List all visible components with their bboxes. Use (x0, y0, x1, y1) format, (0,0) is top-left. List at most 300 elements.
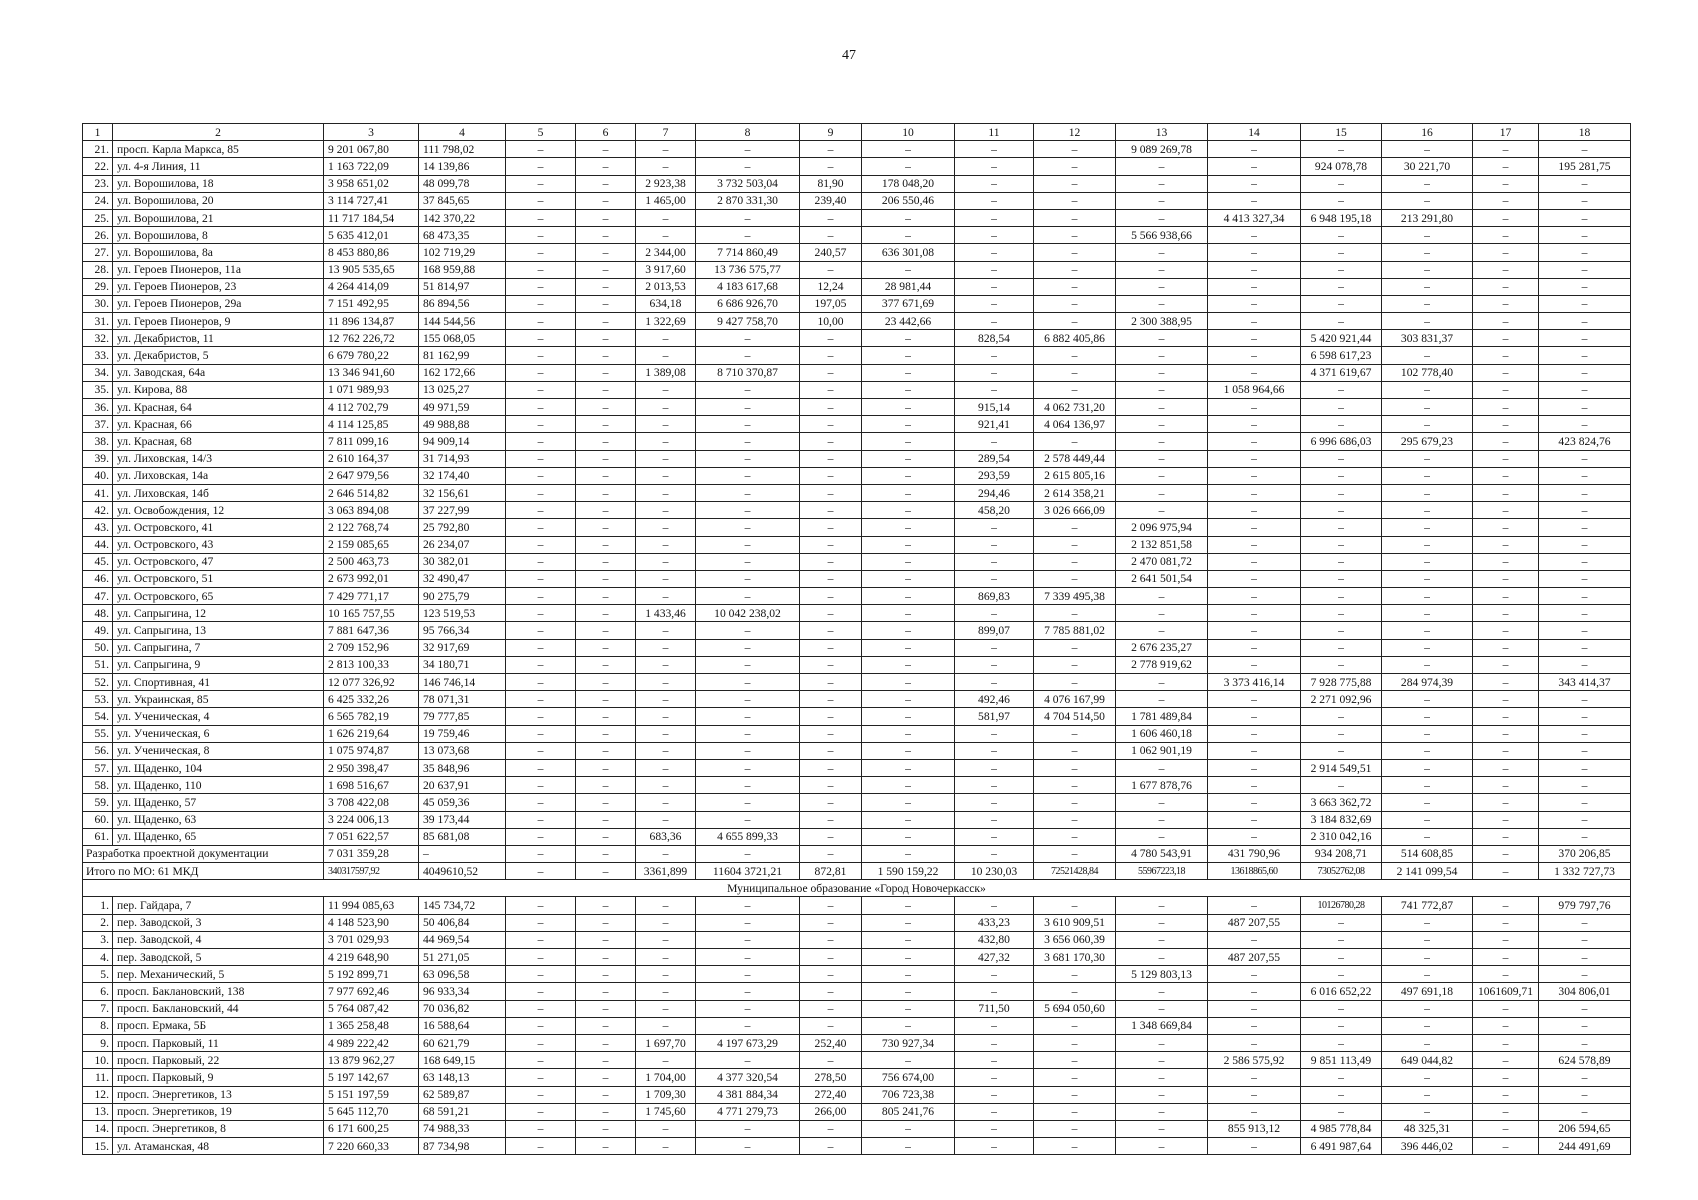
table-cell: – (1034, 244, 1116, 261)
table-cell: – (1116, 158, 1208, 175)
table-cell: – (800, 484, 862, 501)
table-cell: – (576, 605, 636, 622)
table-cell: – (955, 674, 1034, 691)
table-cell: – (1539, 742, 1631, 759)
table-cell: – (1301, 244, 1382, 261)
table-cell: – (1473, 484, 1539, 501)
table-cell: – (506, 845, 576, 862)
table-cell: – (576, 450, 636, 467)
table-cell: – (1301, 141, 1382, 158)
table-cell: – (506, 330, 576, 347)
table-cell: – (636, 794, 696, 811)
table-cell: – (862, 536, 955, 553)
table-cell: 2 950 398,47 (324, 759, 419, 776)
table-cell: – (955, 1069, 1034, 1086)
table-cell: 12 077 326,92 (324, 674, 419, 691)
table-cell: – (1539, 966, 1631, 983)
table-cell: – (1539, 484, 1631, 501)
table-cell: – (636, 347, 696, 364)
table-cell: – (955, 759, 1034, 776)
table-cell: 87 734,98 (419, 1138, 506, 1155)
table-cell: 431 790,96 (1208, 845, 1301, 862)
table-cell: 61. (83, 828, 113, 845)
table-cell: – (636, 1138, 696, 1155)
table-cell: – (696, 949, 800, 966)
table-cell: – (636, 914, 696, 931)
table-cell: – (1473, 502, 1539, 519)
table-cell: – (1116, 330, 1208, 347)
table-row (83, 759, 1631, 776)
table-cell: – (506, 656, 576, 673)
table-cell: – (1382, 708, 1473, 725)
table-cell: 2 923,38 (636, 175, 696, 192)
table-cell: – (1034, 811, 1116, 828)
table-cell: 370 206,85 (1539, 845, 1631, 862)
table-cell: 51. (83, 656, 113, 673)
table-cell: – (1473, 931, 1539, 948)
table-cell: Разработка проектной документации (83, 845, 324, 862)
table-cell: – (696, 450, 800, 467)
table-cell: ул. Щаденко, 63 (113, 811, 324, 828)
table-cell: 9 427 758,70 (696, 313, 800, 330)
table-row (83, 1017, 1631, 1034)
table-cell: – (800, 1120, 862, 1137)
table-cell: – (862, 966, 955, 983)
table-cell: – (1473, 1017, 1539, 1034)
table-cell: – (1539, 639, 1631, 656)
table-cell: – (1473, 536, 1539, 553)
table-cell: 72521428,84 (1034, 863, 1116, 880)
table-cell: 2 615 805,16 (1034, 467, 1116, 484)
table-cell: 683,36 (636, 828, 696, 845)
table-cell: – (1301, 931, 1382, 948)
table-row (83, 1069, 1631, 1086)
table-cell: – (506, 141, 576, 158)
table-cell: – (1382, 450, 1473, 467)
table-row (83, 725, 1631, 742)
table-cell: – (506, 674, 576, 691)
table-cell: – (576, 811, 636, 828)
table-cell: – (1116, 1069, 1208, 1086)
table-row (83, 1052, 1631, 1069)
table-cell: 48 099,78 (419, 175, 506, 192)
table-cell: – (576, 674, 636, 691)
table-cell: 5 (506, 124, 576, 141)
table-cell: – (506, 914, 576, 931)
table-cell: – (636, 502, 696, 519)
table-cell: – (1382, 570, 1473, 587)
table-cell: – (1473, 1138, 1539, 1155)
table-cell: 4 062 731,20 (1034, 399, 1116, 416)
table-cell: – (800, 347, 862, 364)
table-cell: – (955, 794, 1034, 811)
table-cell: – (1208, 1086, 1301, 1103)
table-cell: – (576, 502, 636, 519)
table-cell: – (1301, 1103, 1382, 1120)
table-cell: – (576, 313, 636, 330)
table-cell: – (1301, 742, 1382, 759)
table-cell: 497 691,18 (1382, 983, 1473, 1000)
table-cell: – (862, 1052, 955, 1069)
table-cell: – (1116, 811, 1208, 828)
table-cell: – (1116, 897, 1208, 914)
table-cell: – (1473, 330, 1539, 347)
table-cell: ул. Ученическая, 6 (113, 725, 324, 742)
table-cell: – (1382, 1034, 1473, 1051)
table-cell: – (576, 399, 636, 416)
table-cell: – (506, 983, 576, 1000)
table-cell: ул. Спортивная, 41 (113, 674, 324, 691)
table-cell: – (506, 588, 576, 605)
table-cell: 636 301,08 (862, 244, 955, 261)
table-cell: 96 933,34 (419, 983, 506, 1000)
table-cell: – (576, 1000, 636, 1017)
table-cell: 13618865,60 (1208, 863, 1301, 880)
table-cell: – (1301, 192, 1382, 209)
table-cell: – (696, 467, 800, 484)
table-cell: 13 736 575,77 (696, 261, 800, 278)
table-row (83, 914, 1631, 931)
table-cell: – (506, 192, 576, 209)
table-cell: – (1208, 811, 1301, 828)
table-cell: – (955, 605, 1034, 622)
table-cell: – (1034, 141, 1116, 158)
table-cell: – (696, 674, 800, 691)
table-cell: 3361,899 (636, 863, 696, 880)
table-cell: – (696, 1017, 800, 1034)
table-cell: – (576, 175, 636, 192)
table-cell: 340317597,92 (324, 863, 419, 880)
table-cell: 2 870 331,30 (696, 192, 800, 209)
table-cell: 146 746,14 (419, 674, 506, 691)
table-cell: 60 621,79 (419, 1034, 506, 1051)
table-cell: – (1034, 725, 1116, 742)
table-cell: 6 565 782,19 (324, 708, 419, 725)
table-cell: 377 671,69 (862, 295, 955, 312)
table-cell: – (636, 416, 696, 433)
table-cell: 25. (83, 209, 113, 226)
table-cell: 2 310 042,16 (1301, 828, 1382, 845)
table-cell: 458,20 (955, 502, 1034, 519)
table-cell: – (576, 536, 636, 553)
table-cell: – (955, 639, 1034, 656)
table-cell: 70 036,82 (419, 1000, 506, 1017)
table-cell: 74 988,33 (419, 1120, 506, 1137)
table-cell: 4 704 514,50 (1034, 708, 1116, 725)
table-cell: – (696, 897, 800, 914)
table-cell: 35 848,96 (419, 759, 506, 776)
table-cell: ул. Героев Пионеров, 9 (113, 313, 324, 330)
table-cell: 487 207,55 (1208, 914, 1301, 931)
table-cell: – (696, 656, 800, 673)
table-row (83, 347, 1631, 364)
table-cell: – (862, 1017, 955, 1034)
table-cell: ул. Атаманская, 48 (113, 1138, 324, 1155)
table-cell: ул. Сапрыгина, 9 (113, 656, 324, 673)
table-cell: – (1208, 588, 1301, 605)
table-row (83, 364, 1631, 381)
table-cell: – (1301, 588, 1382, 605)
table-cell: 7 785 881,02 (1034, 622, 1116, 639)
table-cell: – (1382, 622, 1473, 639)
table-cell: 3 373 416,14 (1208, 674, 1301, 691)
table-cell: – (1473, 863, 1539, 880)
table-cell: ул. Красная, 64 (113, 399, 324, 416)
table-cell: – (636, 639, 696, 656)
table-cell: – (636, 949, 696, 966)
table-cell: 1 698 516,67 (324, 777, 419, 794)
table-cell: – (696, 227, 800, 244)
table-cell: 2 778 919,62 (1116, 656, 1208, 673)
table-cell: – (1382, 931, 1473, 948)
table-row (83, 656, 1631, 673)
table-row (83, 381, 1631, 398)
table-cell: 1 322,69 (636, 313, 696, 330)
table-cell: – (955, 313, 1034, 330)
table-cell: 45. (83, 553, 113, 570)
table-cell: – (1539, 691, 1631, 708)
table-cell: – (1301, 777, 1382, 794)
table-cell: – (955, 570, 1034, 587)
table-cell: 14 (1208, 124, 1301, 141)
table-cell: – (636, 983, 696, 1000)
table-cell: – (1539, 811, 1631, 828)
table-cell: 1 697,70 (636, 1034, 696, 1051)
table-cell: – (1034, 639, 1116, 656)
table-cell: – (576, 570, 636, 587)
table-cell: 39 173,44 (419, 811, 506, 828)
table-cell: – (955, 158, 1034, 175)
table-cell: – (955, 227, 1034, 244)
table-cell: 123 519,53 (419, 605, 506, 622)
table-cell: – (1116, 484, 1208, 501)
table-cell: 514 608,85 (1382, 845, 1473, 862)
table-cell: 706 723,38 (862, 1086, 955, 1103)
table-cell: – (800, 674, 862, 691)
table-cell: – (1116, 1000, 1208, 1017)
table-cell: пер. Заводской, 4 (113, 931, 324, 948)
table-row (83, 966, 1631, 983)
table-cell: – (506, 759, 576, 776)
table-cell: – (1473, 777, 1539, 794)
table-cell: 423 824,76 (1539, 433, 1631, 450)
table-cell: – (800, 1017, 862, 1034)
table-row (83, 295, 1631, 312)
table-cell: – (576, 433, 636, 450)
table-cell: – (506, 1120, 576, 1137)
table-cell: – (576, 691, 636, 708)
table-cell: 18 (1539, 124, 1631, 141)
table-cell: 59. (83, 794, 113, 811)
table-cell: – (1382, 794, 1473, 811)
table-cell: – (1473, 656, 1539, 673)
table-cell: 924 078,78 (1301, 158, 1382, 175)
table-cell: 487 207,55 (1208, 949, 1301, 966)
table-cell: – (1208, 1017, 1301, 1034)
table-cell: – (955, 1120, 1034, 1137)
table-cell: – (1208, 622, 1301, 639)
table-cell: – (1473, 725, 1539, 742)
table-cell: 28. (83, 261, 113, 278)
table-cell: – (862, 777, 955, 794)
table-cell: ул. Щаденко, 110 (113, 777, 324, 794)
table-cell: – (576, 416, 636, 433)
table-cell: – (1382, 502, 1473, 519)
table-cell: – (1301, 949, 1382, 966)
table-cell: – (1473, 364, 1539, 381)
table-cell: – (862, 484, 955, 501)
table-cell: – (1539, 759, 1631, 776)
table-cell: – (696, 381, 800, 398)
table-cell: ул. Сапрыгина, 13 (113, 622, 324, 639)
table-cell: 7 811 099,16 (324, 433, 419, 450)
table-cell: – (506, 347, 576, 364)
table-cell: 32 917,69 (419, 639, 506, 656)
table-cell: 4 381 884,34 (696, 1086, 800, 1103)
table-cell: – (576, 467, 636, 484)
table-cell: – (506, 1086, 576, 1103)
table-cell: – (862, 588, 955, 605)
table-cell: 35. (83, 381, 113, 398)
table-cell: – (1382, 519, 1473, 536)
table-cell: 11604 3721,21 (696, 863, 800, 880)
table-cell: 2 013,53 (636, 278, 696, 295)
table-cell: – (1208, 175, 1301, 192)
table-cell: ул. Героев Пионеров, 29а (113, 295, 324, 312)
table-cell: – (696, 845, 800, 862)
table-row (83, 1103, 1631, 1120)
table-cell: – (1382, 742, 1473, 759)
table-cell: – (1473, 313, 1539, 330)
table-cell: 2 673 992,01 (324, 570, 419, 587)
table-row (83, 141, 1631, 158)
section-title-row (83, 880, 1631, 897)
table-cell: 4 780 543,91 (1116, 845, 1208, 862)
table-cell: 3 114 727,41 (324, 192, 419, 209)
table-cell: 711,50 (955, 1000, 1034, 1017)
table-cell: – (862, 227, 955, 244)
table-cell: 48. (83, 605, 113, 622)
table-cell: – (1539, 502, 1631, 519)
table-cell: – (636, 742, 696, 759)
table-cell: 805 241,76 (862, 1103, 955, 1120)
table-cell: – (1301, 1086, 1382, 1103)
table-cell: ул. 4-я Линия, 11 (113, 158, 324, 175)
table-row (83, 931, 1631, 948)
table-row (83, 742, 1631, 759)
table-cell: – (1473, 794, 1539, 811)
table-cell: 5. (83, 966, 113, 983)
table-cell: 7 339 495,38 (1034, 588, 1116, 605)
table-cell: – (1208, 519, 1301, 536)
table-cell: – (955, 536, 1034, 553)
table-cell: – (1539, 777, 1631, 794)
table-cell: 289,54 (955, 450, 1034, 467)
table-row (83, 777, 1631, 794)
table-cell: – (800, 364, 862, 381)
table-row (83, 553, 1631, 570)
table-cell: – (1301, 313, 1382, 330)
table-cell: – (1208, 416, 1301, 433)
table-cell: – (1473, 381, 1539, 398)
table-cell: – (862, 381, 955, 398)
table-cell: – (576, 949, 636, 966)
table-cell: – (1382, 536, 1473, 553)
table-cell: – (506, 1034, 576, 1051)
table-cell: – (862, 639, 955, 656)
table-cell: – (1034, 656, 1116, 673)
table-cell: 3 184 832,69 (1301, 811, 1382, 828)
table-cell: – (1382, 588, 1473, 605)
table-cell: – (576, 794, 636, 811)
table-cell: – (1473, 158, 1539, 175)
table-cell: – (955, 983, 1034, 1000)
table-cell: – (1539, 1017, 1631, 1034)
table-cell: 3. (83, 931, 113, 948)
table-cell: 10 230,03 (955, 863, 1034, 880)
table-cell: – (1301, 416, 1382, 433)
table-cell: – (636, 381, 696, 398)
table-cell: – (1208, 484, 1301, 501)
table-cell: – (576, 1017, 636, 1034)
table-cell: 2 470 081,72 (1116, 553, 1208, 570)
table-cell: – (1539, 828, 1631, 845)
table-cell: – (696, 484, 800, 501)
table-cell: 899,07 (955, 622, 1034, 639)
table-cell: – (1382, 141, 1473, 158)
table-row (83, 708, 1631, 725)
table-cell: ул. Красная, 68 (113, 433, 324, 450)
table-cell: – (1473, 261, 1539, 278)
table-cell: 39. (83, 450, 113, 467)
table-cell: – (576, 244, 636, 261)
table-cell: 95 766,34 (419, 622, 506, 639)
table-row (83, 175, 1631, 192)
table-cell: – (800, 949, 862, 966)
table-cell: 1 058 964,66 (1208, 381, 1301, 398)
table-cell: – (576, 158, 636, 175)
table-cell: 102 719,29 (419, 244, 506, 261)
table-cell: – (696, 759, 800, 776)
table-cell: 162 172,66 (419, 364, 506, 381)
table-cell: – (1473, 674, 1539, 691)
table-cell: 4 371 619,67 (1301, 364, 1382, 381)
table-cell: – (506, 725, 576, 742)
table-cell: – (576, 656, 636, 673)
table-cell: – (1473, 1086, 1539, 1103)
table-cell: – (800, 1052, 862, 1069)
table-cell: 68 473,35 (419, 227, 506, 244)
table-cell: 1 332 727,73 (1539, 863, 1631, 880)
table-cell: – (1539, 1086, 1631, 1103)
table-cell: – (1116, 588, 1208, 605)
table-cell: 4 413 327,34 (1208, 209, 1301, 226)
table-cell: – (1116, 605, 1208, 622)
table-cell: – (636, 450, 696, 467)
table-cell: – (955, 656, 1034, 673)
table-cell: 8 453 880,86 (324, 244, 419, 261)
table-cell: – (1301, 622, 1382, 639)
table-cell: – (800, 467, 862, 484)
table-cell: – (1034, 1034, 1116, 1051)
table-cell: – (1034, 1069, 1116, 1086)
table-cell: – (800, 914, 862, 931)
table-row (83, 949, 1631, 966)
table-cell: – (1382, 175, 1473, 192)
table-cell: – (1034, 777, 1116, 794)
table-cell: – (506, 502, 576, 519)
table-cell: просп. Парковый, 9 (113, 1069, 324, 1086)
